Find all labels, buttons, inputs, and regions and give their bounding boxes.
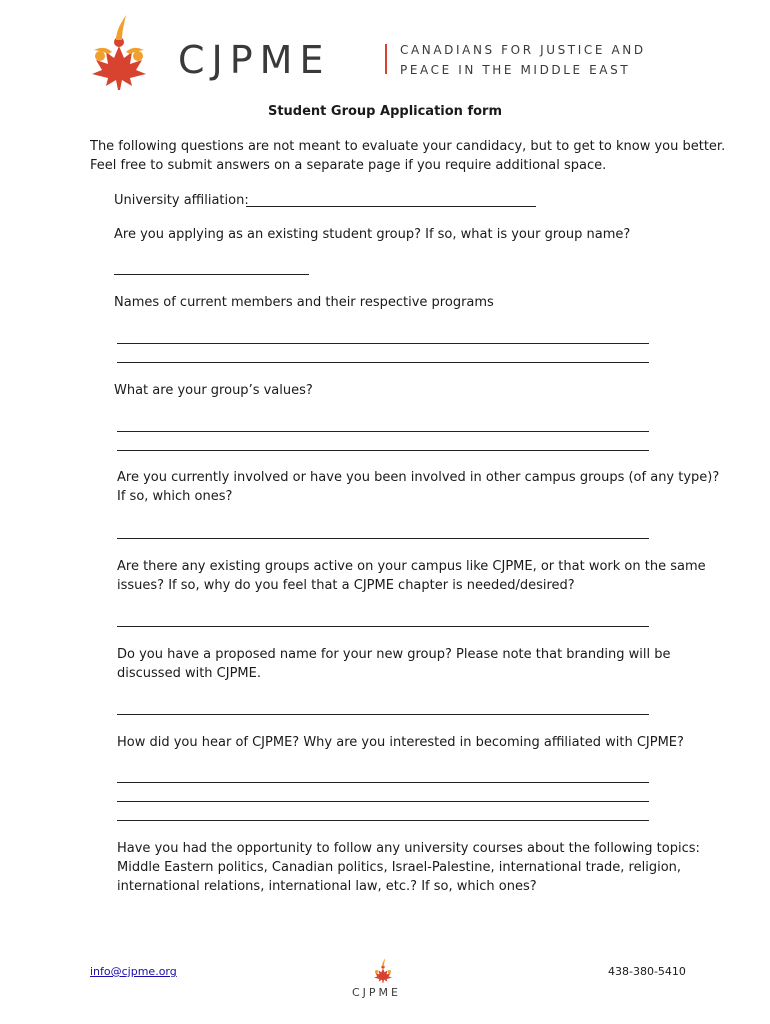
footer-brand: CJPME [352, 986, 401, 999]
question-existing-group: Are you applying as an existing student group? If so, what is your group name? [114, 227, 631, 242]
intro-line-1: The following questions are not meant to evaluate your candidacy, but to get to know you better. [90, 139, 726, 154]
brand-wordmark: CJPME [178, 38, 331, 82]
answer-line-members-1[interactable] [117, 343, 649, 344]
answer-line-hear-2[interactable] [117, 801, 649, 802]
answer-line-hear-1[interactable] [117, 782, 649, 783]
intro-line-2: Feel free to submit answers on a separate page if you require additional space. [90, 158, 607, 173]
question-hear-of-cjpme: How did you hear of CJPME? Why are you interested in becoming affiliated with CJPME? [117, 735, 684, 750]
question-values: What are your group’s values? [114, 383, 313, 398]
tagline-line-1: CANADIANS FOR JUSTICE AND [400, 43, 646, 57]
form-title: Student Group Application form [267, 104, 503, 119]
question-campus-groups-line-2: If so, which ones? [117, 489, 233, 504]
answer-line-hear-3[interactable] [117, 820, 649, 821]
question-university-affiliation: University affiliation: [114, 193, 249, 208]
question-proposed-name-line-1: Do you have a proposed name for your new group? Please note that branding will be [117, 647, 671, 662]
answer-line-values-2[interactable] [117, 450, 649, 451]
cjpme-maple-leaf-logo [86, 12, 152, 90]
question-campus-groups-line-1: Are you currently involved or have you been involved in other campus groups (of any type)? [117, 470, 720, 485]
footer-email-link[interactable]: info@cjpme.org [90, 965, 177, 978]
answer-line-campus-groups[interactable] [117, 538, 649, 539]
answer-line-group-name[interactable] [114, 274, 309, 275]
footer-phone: 438-380-5410 [608, 965, 686, 978]
question-courses-line-2: Middle Eastern politics, Canadian politics, Israel-Palestine, international trade, religion, [117, 860, 682, 875]
tagline-line-2: PEACE IN THE MIDDLE EAST [400, 63, 631, 77]
answer-line-university[interactable] [246, 206, 536, 207]
question-existing-groups-line-1: Are there any existing groups active on your campus like CJPME, or that work on the same [117, 559, 706, 574]
answer-line-members-2[interactable] [117, 362, 649, 363]
answer-line-proposed-name[interactable] [117, 714, 649, 715]
question-members: Names of current members and their respective programs [114, 295, 494, 310]
question-existing-groups-line-2: issues? If so, why do you feel that a CJPME chapter is needed/desired? [117, 578, 575, 593]
question-courses-line-3: international relations, international law, etc.? If so, which ones? [117, 879, 537, 894]
answer-line-values-1[interactable] [117, 431, 649, 432]
brand-separator [385, 44, 387, 74]
cjpme-footer-logo-icon [372, 957, 394, 983]
question-proposed-name-line-2: discussed with CJPME. [117, 666, 261, 681]
question-courses-line-1: Have you had the opportunity to follow any university courses about the following topics: [117, 841, 700, 856]
answer-line-existing-groups[interactable] [117, 626, 649, 627]
